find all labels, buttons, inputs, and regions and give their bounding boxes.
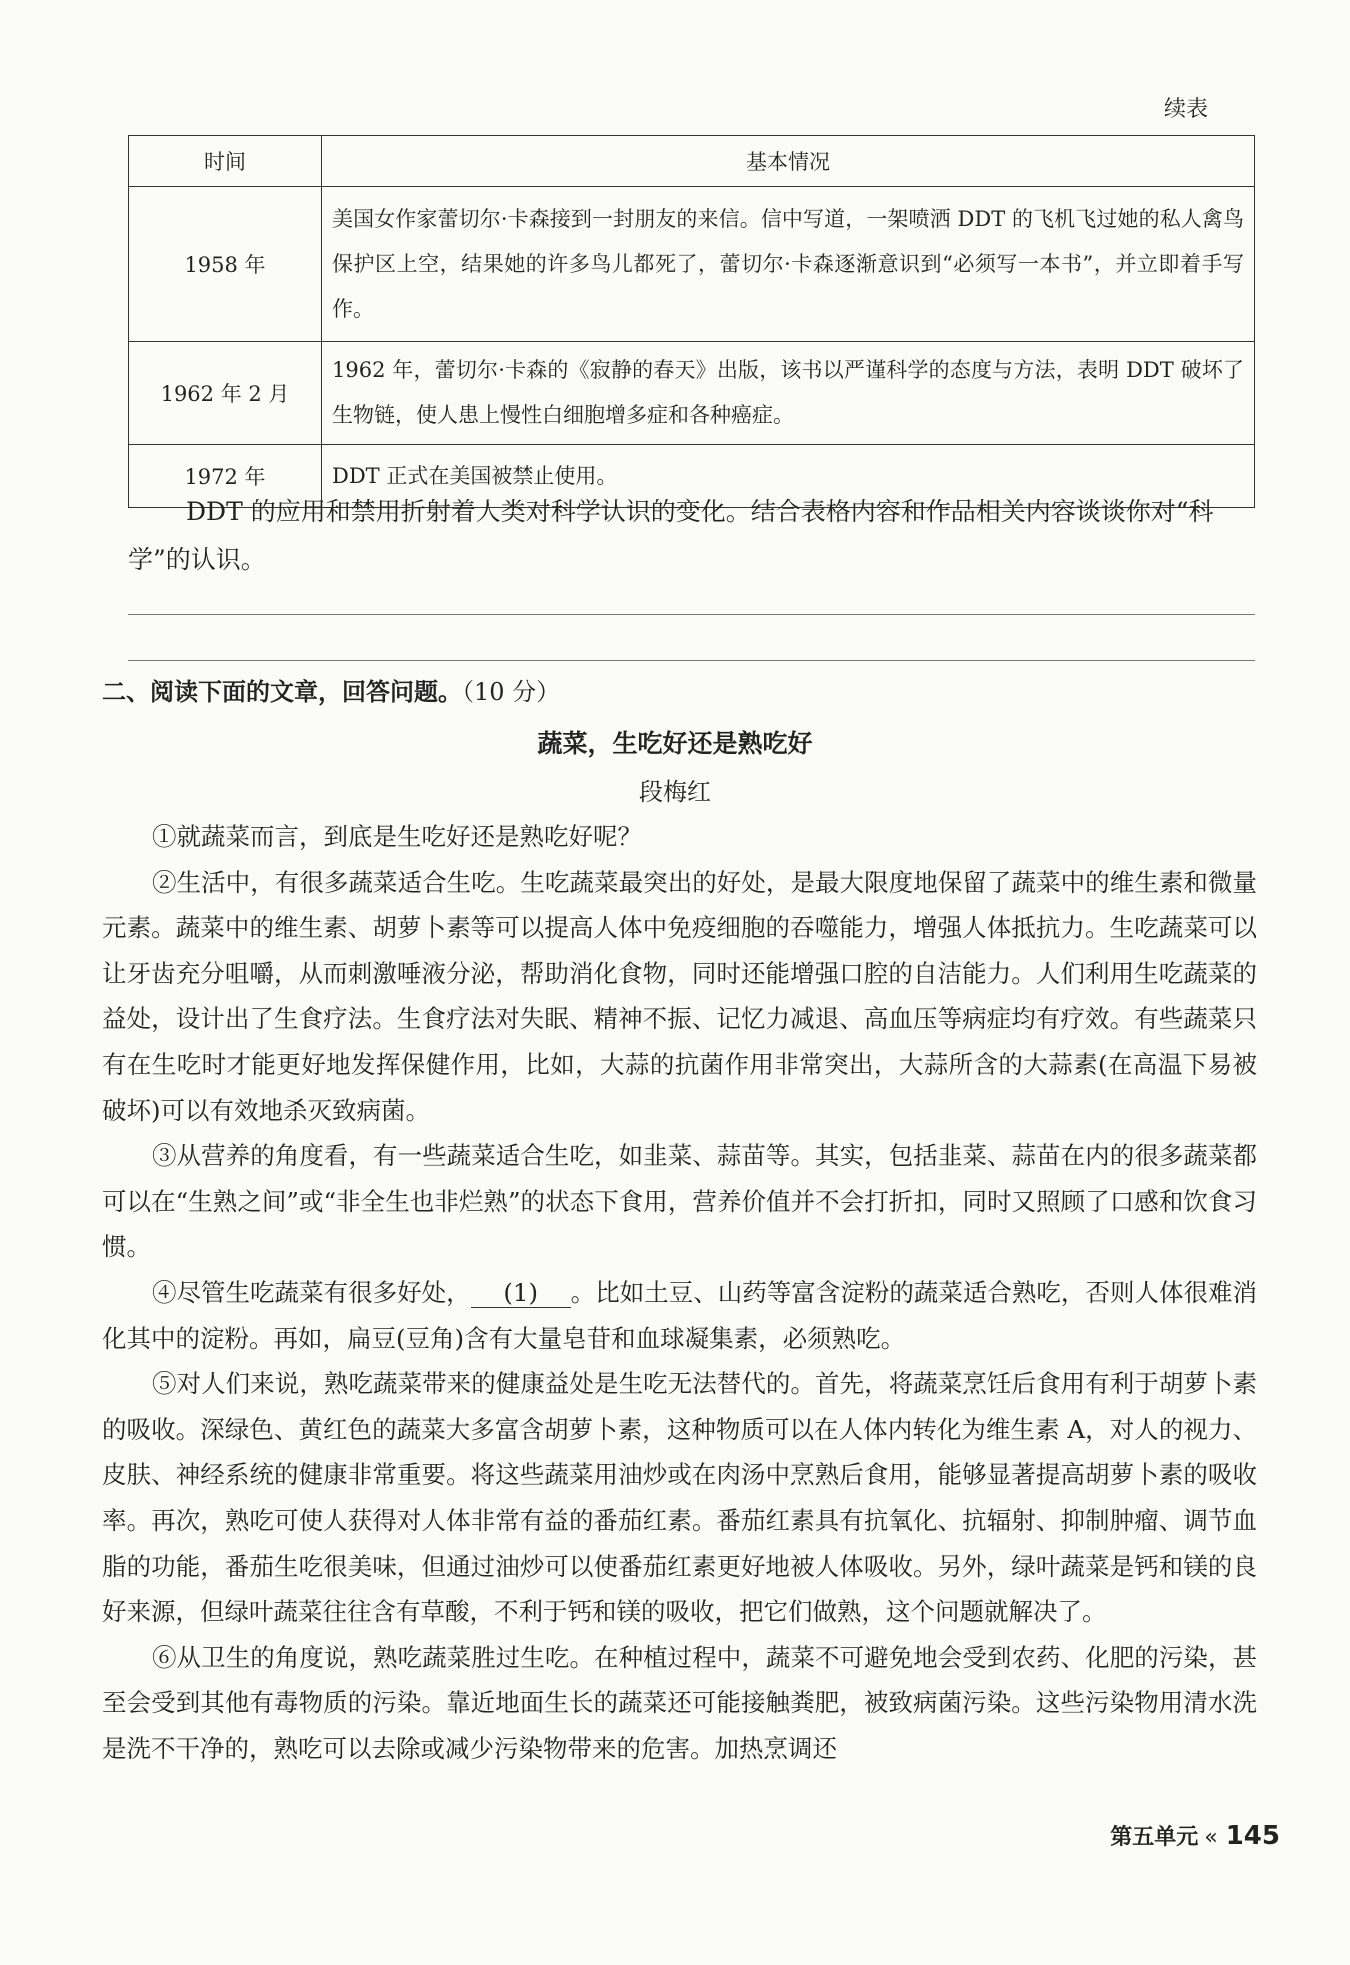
header-situation: 基本情况 xyxy=(322,136,1255,187)
paragraph-part: ④尽管生吃蔬菜有很多好处， xyxy=(152,1277,471,1307)
answer-line[interactable] xyxy=(128,660,1255,661)
paragraph: ②生活中，有很多蔬菜适合生吃。生吃蔬菜最突出的好处，是最大限度地保留了蔬菜中的维生素和微量元素。蔬菜中的维生素、胡萝卜素等可以提高人体中免疫细胞的吞噬能力，增强人体抵抗力。生吃蔬菜可以让牙齿充分咀嚼，从而刺激唾液分泌，帮助消化食物，同时还能增强口腔的自洁能力。人们利用生吃蔬菜的益处，设计出了生食疗法。生食疗法对失眠、精神不振、记忆力减退、高血压等病症均有疗效。有些蔬菜只有在生吃时才能更好地发挥保健作用，比如，大蒜的抗菌作用非常突出，大蒜所含的大蒜素(在高温下易被破坏)可以有效地杀灭致病菌。 xyxy=(102,867,1257,1125)
ddt-timeline-table xyxy=(128,135,1255,508)
fill-in-blank[interactable]: (1) xyxy=(471,1279,571,1308)
double-chevron-left-icon: « xyxy=(1204,1825,1218,1850)
article-title: 蔬菜，生吃好还是熟吃好 xyxy=(537,729,813,758)
row-text: DDT 正式在美国被禁止使用。 xyxy=(322,445,1255,508)
row-time: 1958 年 xyxy=(129,187,322,342)
section-score: （10 分） xyxy=(462,678,561,706)
paragraph: ⑤对人们来说，熟吃蔬菜带来的健康益处是生吃无法替代的。首先，将蔬菜烹饪后食用有利于胡萝卜素的吸收。深绿色、黄红色的蔬菜大多富含胡萝卜素，这种物质可以在人体内转化为维生素 A，对人的视力、皮肤、神经系统的健康非常重要。将这些蔬菜用油炒或在肉汤中烹熟后食用，能够显著提高胡萝卜素的吸收率。再次，熟吃可使人获得对人体非常有益的番茄红素。番茄红素具有抗氧化、抗辐射、抑制肿瘤、调节血脂的功能，番茄生吃很美味，但通过油炒可以使番茄红素更好地被人体吸收。另外，绿叶蔬菜是钙和镁的良好来源，但绿叶蔬菜往往含有草酸，不利于钙和镁的吸收，把它们做熟，这个问题就解决了。 xyxy=(102,1369,1257,1627)
page-number: 145 xyxy=(1225,1821,1280,1851)
row-text: 美国女作家蕾切尔·卡森接到一封朋友的来信。信中写道，一架喷洒 DDT 的飞机飞过她的私人禽鸟保护区上空，结果她的许多鸟儿都死了，蕾切尔·卡森逐渐意识到“必须写一本书”，并立即着手写作。 xyxy=(322,187,1255,342)
header-time: 时间 xyxy=(129,136,322,187)
row-time: 1962 年 2 月 xyxy=(129,342,322,445)
paragraph: ①就蔬菜而言，到底是生吃好还是熟吃好呢？ xyxy=(152,822,642,851)
paragraph: ⑥从卫生的角度说，熟吃蔬菜胜过生吃。在种植过程中，蔬菜不可避免地会受到农药、化肥的污染，甚至会受到其他有毒物质的污染。靠近地面生长的蔬菜还可能接触粪肥，被致病菌污染。这些污染物用清水洗是洗不干净的，熟吃可以去除或减少污染物带来的危害。加热烹调还 xyxy=(102,1642,1257,1763)
page-footer xyxy=(1110,1820,1280,1851)
table-row xyxy=(129,342,1255,445)
answer-line[interactable] xyxy=(128,614,1255,615)
table-row xyxy=(129,187,1255,342)
unit-label: 第五单元 xyxy=(1110,1825,1199,1850)
paragraph: ③从营养的角度看，有一些蔬菜适合生吃，如韭菜、蒜苗等。其实，包括韭菜、蒜苗在内的很多蔬菜都可以在“生熟之间”或“非全生也非烂熟”的状态下食用，营养价值并不会打折扣，同时又照顾了口感和饮食习惯。 xyxy=(102,1141,1257,1262)
question-text: DDT 的应用和禁用折射着人类对科学认识的变化。结合表格内容和作品相关内容谈谈你对“科学”的认识。 xyxy=(128,497,1214,574)
article-author: 段梅红 xyxy=(639,778,711,806)
paragraph-part: 。比如土豆、山药等富含淀粉的蔬菜适合熟吃，否则人体很难消化其中的淀粉。再如，扁豆(豆角)含有大量皂苷和血球凝集素，必须熟吃。 xyxy=(102,1277,1258,1353)
section-title xyxy=(102,672,560,707)
paragraph xyxy=(102,1270,1257,1361)
continued-label: 续表 xyxy=(1163,97,1208,122)
section-title-text: 二、阅读下面的文章，回答问题。 xyxy=(102,678,462,706)
article-body xyxy=(102,814,1257,1771)
row-time: 1972 年 xyxy=(129,445,322,508)
table-header-row xyxy=(129,136,1255,187)
row-text: 1962 年，蕾切尔·卡森的《寂静的春天》出版，该书以严谨科学的态度与方法，表明 DDT 破坏了生物链，使人患上慢性白细胞增多症和各种癌症。 xyxy=(322,342,1255,445)
